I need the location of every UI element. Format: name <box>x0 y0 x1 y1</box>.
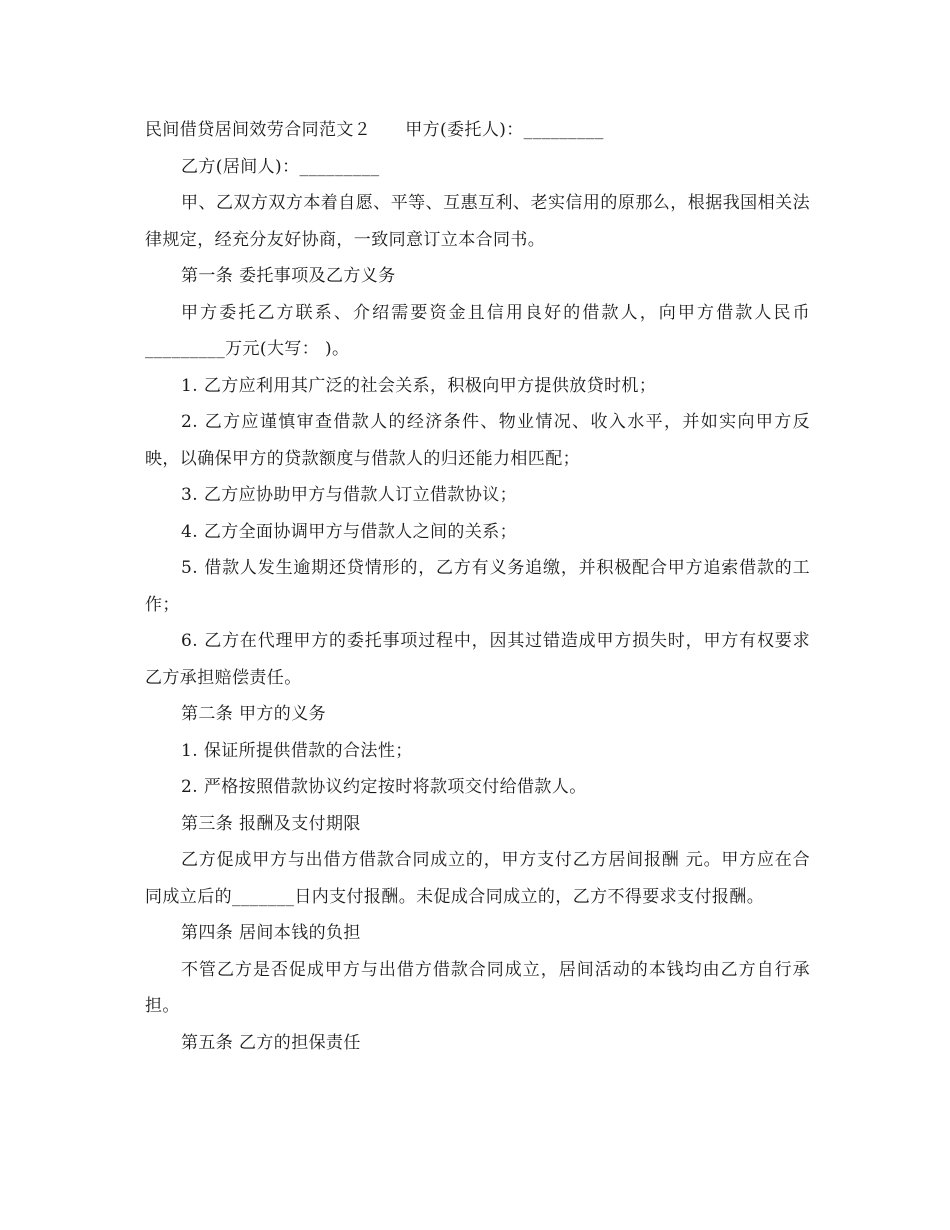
payment-days-blank: _______ <box>232 886 295 907</box>
article-1-intro-amount: 万元(大写： )。 <box>225 339 350 359</box>
loan-amount-blank: _________ <box>145 339 226 359</box>
article-1-item: 5. 借款人发生逾期还贷情形的，乙方有义务追缴，并积极配合甲方追索借款的工作； <box>145 558 810 615</box>
article-1-intro-text: 甲方委托乙方联系、介绍需要资金且信用良好的借款人，向甲方借款人民币 <box>181 302 810 323</box>
article-3-text-b: 日内支付报酬。未促成合同成立的，乙方不得要求支付报酬。 <box>294 886 765 907</box>
article-4-text: 不管乙方是否促成甲方与出借方借款合同成立，居间活动的本钱均由乙方自行承担。 <box>145 959 810 1016</box>
party-a-blank: _________ <box>523 120 604 140</box>
article-2-item: 2. 严格按照借款协议约定按时将款项交付给借款人。 <box>181 777 587 797</box>
party-b-line <box>145 149 810 186</box>
article-2-heading: 第二条 甲方的义务 <box>181 704 327 724</box>
article-1-item: 4. 乙方全面协调甲方与借款人之间的关系； <box>181 521 518 542</box>
article-5-heading: 第五条 乙方的担保责任 <box>181 1032 361 1053</box>
article-2-item: 1. 保证所提供借款的合法性； <box>181 740 413 761</box>
article-3-text-a: 乙方促成甲方与出借方借款合同成立的，甲方支付乙方居间报酬 元。甲方应在合同成立后的 <box>145 850 810 907</box>
article-3-text <box>145 842 810 915</box>
article-3-heading: 第三条 报酬及支付期限 <box>181 813 361 834</box>
document-title: 民间借贷居间效劳合同范文２ <box>145 120 372 140</box>
article-1-intro <box>145 295 810 368</box>
article-1-item: 3. 乙方应协助甲方与借款人订立借款协议； <box>181 485 518 505</box>
article-1-item: 1. 乙方应利用其广泛的社会关系，积极向甲方提供放贷时机； <box>181 375 657 396</box>
preamble: 甲、乙双方双方本着自愿、平等、互惠互利、老实信用的原那么，根据我国相关法律规定，经充分友好协商，一致同意订立本合同书。 <box>145 193 810 250</box>
article-1-item: 2. 乙方应谨慎审查借款人的经济条件、物业情况、收入水平，并如实向甲方反映，以确保甲方的贷款额度与借款人的归还能力相匹配； <box>145 412 810 469</box>
party-b-label: 乙方(居间人)： <box>181 156 300 177</box>
article-1-heading: 第一条 委托事项及乙方义务 <box>181 266 396 286</box>
title-line <box>145 112 810 149</box>
article-1-item: 6. 乙方在代理甲方的委托事项过程中，因其过错造成甲方损失时，甲方有权要求乙方承担赔偿责任。 <box>145 631 810 688</box>
party-b-blank: _________ <box>299 156 380 177</box>
party-a-label: 甲方(委托人)： <box>405 120 524 140</box>
contract-document <box>145 112 810 1061</box>
article-4-heading: 第四条 居间本钱的负担 <box>181 923 361 943</box>
